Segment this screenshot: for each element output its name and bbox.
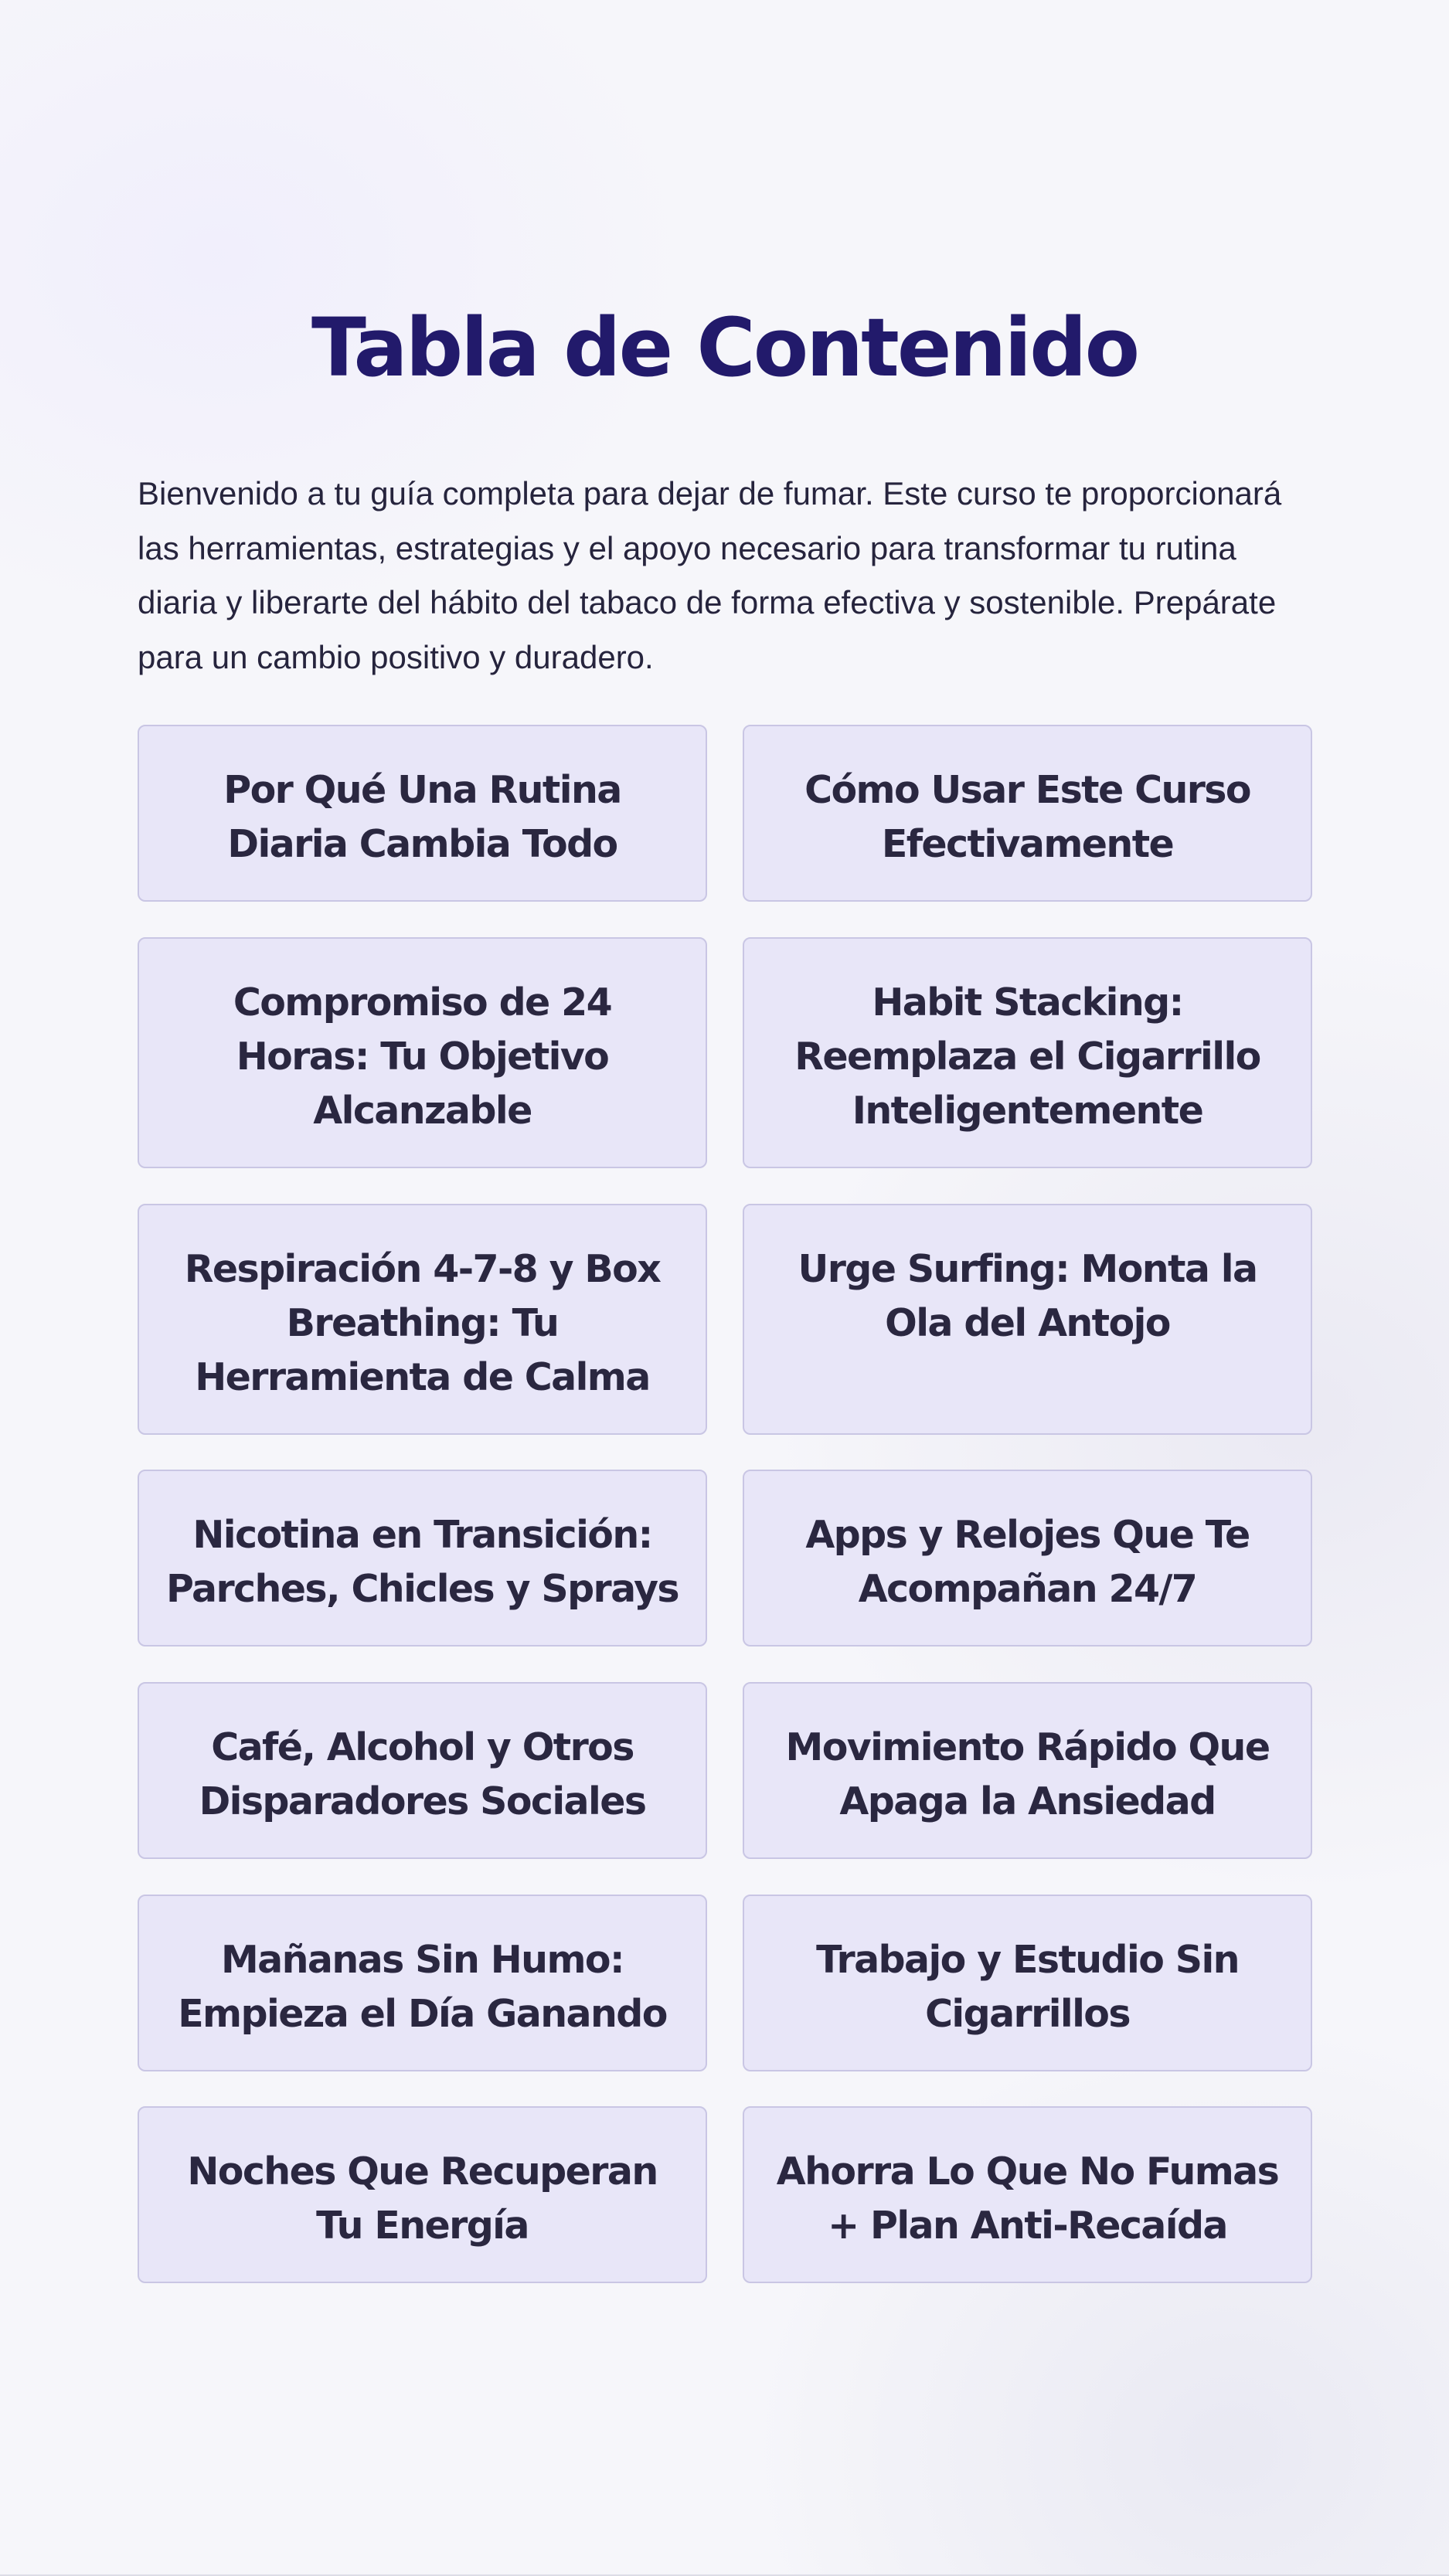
section-title: Compromiso de 24 Horas: Tu Objetivo Alcanzable [233,980,612,1133]
section-title: Urge Surfing: Monta la Ola del Antojo [798,1247,1257,1345]
section-title: Ahorra Lo Que No Fumas + Plan Anti-Recaída [776,2149,1279,2248]
section-card-14[interactable] [743,2106,1312,2283]
section-title: Café, Alcohol y Otros Disparadores Sociales [199,1725,646,1823]
intro-paragraph: Bienvenido a tu guía completa para dejar de fumar. Este curso te proporcionará las herramientas, estrategias y el apoyo necesario para transformar tu rutina diaria y liberarte del hábito del tabaco de forma efectiva y sostenible. Prepárate para un cambio positivo y duradero. [138,475,1282,675]
section-card-5[interactable] [138,1204,707,1435]
section-title: Mañanas Sin Humo: Empieza el Día Ganando [178,1938,667,2036]
section-card-11[interactable] [138,1895,707,2071]
section-card-12[interactable] [743,1895,1312,2071]
section-title: Apps y Relojes Que Te Acompañan 24/7 [805,1513,1250,1611]
section-card-13[interactable] [138,2106,707,2283]
section-card-3[interactable] [138,937,707,1168]
section-card-9[interactable] [138,1682,707,1859]
section-card-8[interactable] [743,1470,1312,1647]
section-card-10[interactable] [743,1682,1312,1859]
section-title: Habit Stacking: Reemplaza el Cigarrillo Inteligentemente [794,980,1260,1133]
section-card-6[interactable] [743,1204,1312,1435]
section-card-7[interactable] [138,1470,707,1647]
section-title: Cómo Usar Este Curso Efectivamente [804,768,1250,866]
section-title: Noches Que Recuperan Tu Energía [187,2149,658,2248]
section-title: Por Qué Una Rutina Diaria Cambia Todo [223,768,621,866]
page-title: Tabla de Contenido [311,301,1138,395]
section-title: Respiración 4-7-8 y Box Breathing: Tu Herramienta de Calma [184,1247,661,1399]
section-title: Trabajo y Estudio Sin Cigarrillos [816,1938,1239,2036]
section-card-4[interactable] [743,937,1312,1168]
section-title: Movimiento Rápido Que Apaga la Ansiedad [785,1725,1270,1823]
section-title: Nicotina en Transición: Parches, Chicles y Sprays [166,1513,679,1611]
section-card-1[interactable] [138,725,707,902]
section-card-2[interactable] [743,725,1312,902]
